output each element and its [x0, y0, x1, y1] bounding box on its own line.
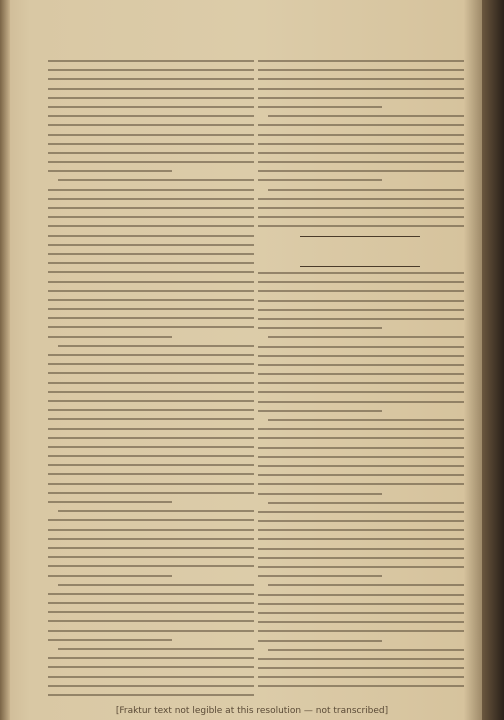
text-line-placeholder — [258, 124, 464, 126]
text-line-placeholder — [48, 547, 254, 549]
text-line-placeholder — [258, 410, 382, 412]
text-line-placeholder — [48, 483, 254, 485]
text-line-placeholder — [258, 198, 464, 200]
text-line-placeholder — [48, 666, 254, 668]
text-line-placeholder — [258, 575, 382, 577]
left-text-column — [48, 60, 254, 700]
text-line-placeholder — [48, 143, 254, 145]
text-line-placeholder — [258, 676, 464, 678]
text-line-placeholder — [258, 281, 464, 283]
text-line-placeholder — [258, 658, 464, 660]
text-line-placeholder — [48, 170, 172, 172]
text-line-placeholder — [258, 538, 464, 540]
text-line-placeholder — [48, 455, 254, 457]
page-edge-shadow — [482, 0, 504, 720]
text-line-placeholder — [48, 69, 254, 71]
text-line-placeholder — [268, 649, 464, 651]
text-line-placeholder — [258, 355, 464, 357]
text-line-placeholder — [258, 566, 464, 568]
text-line-placeholder — [48, 620, 254, 622]
text-line-placeholder — [258, 447, 464, 449]
text-line-placeholder — [258, 216, 464, 218]
text-line-placeholder — [48, 281, 254, 283]
text-line-placeholder — [48, 593, 254, 595]
text-line-placeholder — [258, 382, 464, 384]
text-line-placeholder — [258, 373, 464, 375]
text-line-placeholder — [48, 611, 254, 613]
text-line-placeholder — [258, 60, 464, 62]
text-line-placeholder — [258, 97, 464, 99]
text-line-placeholder — [48, 556, 254, 558]
text-line-placeholder — [258, 667, 464, 669]
text-line-placeholder — [58, 179, 254, 181]
text-line-placeholder — [48, 124, 254, 126]
text-line-placeholder — [48, 262, 254, 264]
heading-rule-bottom — [300, 266, 420, 267]
text-line-placeholder — [58, 345, 254, 347]
text-line-placeholder — [48, 78, 254, 80]
text-line-placeholder — [48, 685, 254, 687]
text-line-placeholder — [268, 115, 464, 117]
text-line-placeholder — [48, 372, 254, 374]
text-line-placeholder — [48, 299, 254, 301]
text-line-placeholder — [258, 437, 464, 439]
text-line-placeholder — [258, 346, 464, 348]
text-line-placeholder — [48, 418, 254, 420]
text-line-placeholder — [258, 493, 382, 495]
left-column-text-lines — [48, 60, 254, 696]
text-line-placeholder — [258, 529, 464, 531]
text-line-placeholder — [258, 179, 382, 181]
text-line-placeholder — [48, 271, 254, 273]
text-line-placeholder — [48, 88, 254, 90]
text-line-placeholder — [268, 419, 464, 421]
text-line-placeholder — [258, 401, 464, 403]
text-line-placeholder — [48, 602, 254, 604]
text-line-placeholder — [258, 143, 464, 145]
text-line-placeholder — [258, 474, 464, 476]
text-line-placeholder — [258, 318, 464, 320]
text-line-placeholder — [258, 69, 464, 71]
text-line-placeholder — [258, 548, 464, 550]
text-line-placeholder — [258, 612, 464, 614]
text-line-placeholder — [48, 115, 254, 117]
text-line-placeholder — [258, 456, 464, 458]
text-line-placeholder — [48, 519, 254, 521]
text-line-placeholder — [48, 308, 254, 310]
text-line-placeholder — [48, 207, 254, 209]
text-line-placeholder — [48, 501, 172, 503]
text-line-placeholder — [258, 630, 464, 632]
text-line-placeholder — [258, 300, 464, 302]
text-line-placeholder — [268, 189, 464, 191]
text-line-placeholder — [258, 327, 382, 329]
text-line-placeholder — [258, 391, 464, 393]
text-line-placeholder — [48, 529, 254, 531]
text-line-placeholder — [258, 364, 464, 366]
text-line-placeholder — [258, 685, 464, 687]
text-line-placeholder — [48, 152, 254, 154]
text-line-placeholder — [48, 189, 254, 191]
text-line-placeholder — [48, 216, 254, 218]
text-line-placeholder — [258, 309, 464, 311]
text-line-placeholder — [58, 648, 254, 650]
text-line-placeholder — [48, 409, 254, 411]
text-line-placeholder — [48, 253, 254, 255]
text-line-placeholder — [258, 557, 464, 559]
text-line-placeholder — [48, 317, 254, 319]
text-line-placeholder — [48, 473, 254, 475]
right-column-text-lines-top — [258, 60, 464, 227]
right-text-column-lower — [258, 272, 464, 702]
text-line-placeholder — [48, 565, 254, 567]
transcription-note: [Fraktur text not legible at this resolution — not transcribed] — [115, 706, 389, 716]
text-line-placeholder — [258, 225, 464, 227]
text-line-placeholder — [48, 134, 254, 136]
text-line-placeholder — [48, 464, 254, 466]
page-spine — [0, 0, 10, 720]
text-line-placeholder — [48, 326, 254, 328]
heading-rule-top — [300, 236, 420, 237]
text-line-placeholder — [258, 428, 464, 430]
text-line-placeholder — [48, 106, 254, 108]
text-line-placeholder — [48, 428, 254, 430]
text-line-placeholder — [48, 198, 254, 200]
text-line-placeholder — [48, 244, 254, 246]
text-line-placeholder — [48, 446, 254, 448]
text-line-placeholder — [48, 97, 254, 99]
text-line-placeholder — [258, 621, 464, 623]
text-line-placeholder — [258, 290, 464, 292]
text-line-placeholder — [48, 336, 172, 338]
text-line-placeholder — [48, 225, 254, 227]
text-line-placeholder — [258, 594, 464, 596]
text-line-placeholder — [258, 272, 464, 274]
text-line-placeholder — [48, 363, 254, 365]
text-line-placeholder — [258, 207, 464, 209]
text-line-placeholder — [258, 483, 464, 485]
text-line-placeholder — [268, 336, 464, 338]
text-line-placeholder — [258, 511, 464, 513]
text-line-placeholder — [48, 382, 254, 384]
text-line-placeholder — [258, 161, 464, 163]
text-line-placeholder — [258, 88, 464, 90]
text-line-placeholder — [258, 106, 382, 108]
text-line-placeholder — [258, 465, 464, 467]
text-line-placeholder — [258, 170, 464, 172]
text-line-placeholder — [48, 290, 254, 292]
text-line-placeholder — [58, 584, 254, 586]
text-line-placeholder — [258, 640, 382, 642]
text-line-placeholder — [258, 134, 464, 136]
text-line-placeholder — [48, 538, 254, 540]
text-line-placeholder — [268, 502, 464, 504]
text-line-placeholder — [268, 584, 464, 586]
text-line-placeholder — [48, 575, 172, 577]
text-line-placeholder — [258, 603, 464, 605]
text-line-placeholder — [48, 354, 254, 356]
text-line-placeholder — [48, 400, 254, 402]
text-line-placeholder — [48, 639, 172, 641]
text-line-placeholder — [48, 676, 254, 678]
text-line-placeholder — [48, 437, 254, 439]
text-line-placeholder — [58, 510, 254, 512]
right-column-text-lines-bottom — [258, 272, 464, 687]
text-line-placeholder — [48, 60, 254, 62]
text-line-placeholder — [48, 657, 254, 659]
text-line-placeholder — [258, 78, 464, 80]
text-line-placeholder — [48, 235, 254, 237]
text-line-placeholder — [48, 630, 254, 632]
text-line-placeholder — [258, 520, 464, 522]
text-line-placeholder — [48, 391, 254, 393]
text-line-placeholder — [48, 694, 254, 696]
text-line-placeholder — [48, 492, 254, 494]
text-line-placeholder — [258, 152, 464, 154]
text-line-placeholder — [48, 161, 254, 163]
